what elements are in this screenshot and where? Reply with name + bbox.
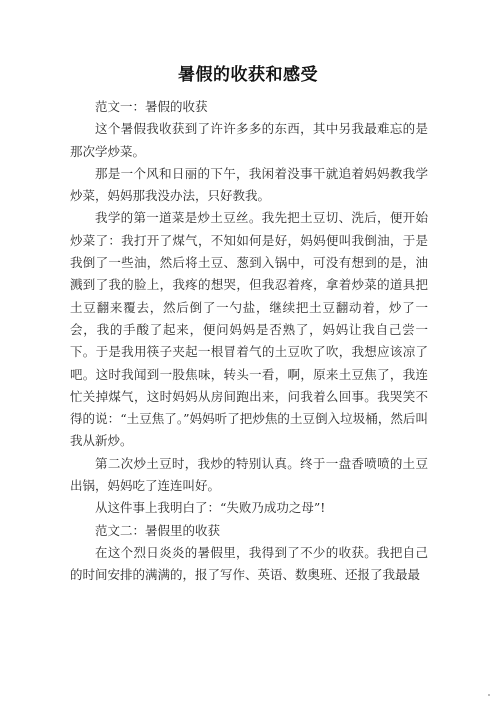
paragraph: 从这件事上我明白了：“失败乃成功之母”! — [95, 500, 326, 516]
paragraph: 我学的第一道菜是炒土豆丝。我先把土豆切、洗后，便开始炒菜了：我打开了煤气，不知如何是好，妈妈便叫我倒油，于是我倒了一些油，然后将土豆、葱到入锅中，可没有想到的是，油溅到了我的脸上，我疼的想哭，但我忍着疼，拿着炒菜的道具把土豆翻来覆去，然后倒了一勺盐，继续把土豆翻动着，炒了一会，我的手酸了起来，便问妈妈是否熟了，妈妈让我自己尝一下。于是我用筷子夹起一根冒着气的土豆吹了吹，我想应该凉了吧。这时我闻到一股焦味，转头一看，啊，原来土豆焦了，我连忙关掉煤气，这时妈妈从房间跑出来，问我着么回事。我哭笑不得的说：“土豆焦了。”妈妈听了把炒焦的土豆倒入垃圾桶，然后叫我从新炒。 — [70, 210, 428, 449]
paragraph-heading-1: 范文一：暑假的收获 — [95, 99, 208, 114]
paragraph: 在这个烈日炎炎的暑假里，我得到了不少的收获。我把自己的时间安排的满满的，报了写作、英语、数奥班、还报了我最最 — [70, 544, 428, 583]
paragraph-heading-2: 范文二：暑假里的收获 — [95, 522, 221, 538]
paragraph: 那是一个风和日丽的下午，我闲着没事干就追着妈妈教我学炒菜，妈妈那我没办法，只好教我。 — [70, 165, 428, 204]
document-body — [70, 96, 428, 587]
paragraph: 这个暑假我收获到了许许多多的东西，其中另我最难忘的是那次学炒菜。 — [70, 121, 428, 159]
page-corner-dot — [488, 694, 490, 696]
document-title: 暑假的收获和感受 — [178, 65, 318, 85]
paragraph: 第二次炒土豆时，我炒的特别认真。终于一盘香喷喷的土豆出锅，妈妈吃了连连叫好。 — [70, 455, 428, 494]
